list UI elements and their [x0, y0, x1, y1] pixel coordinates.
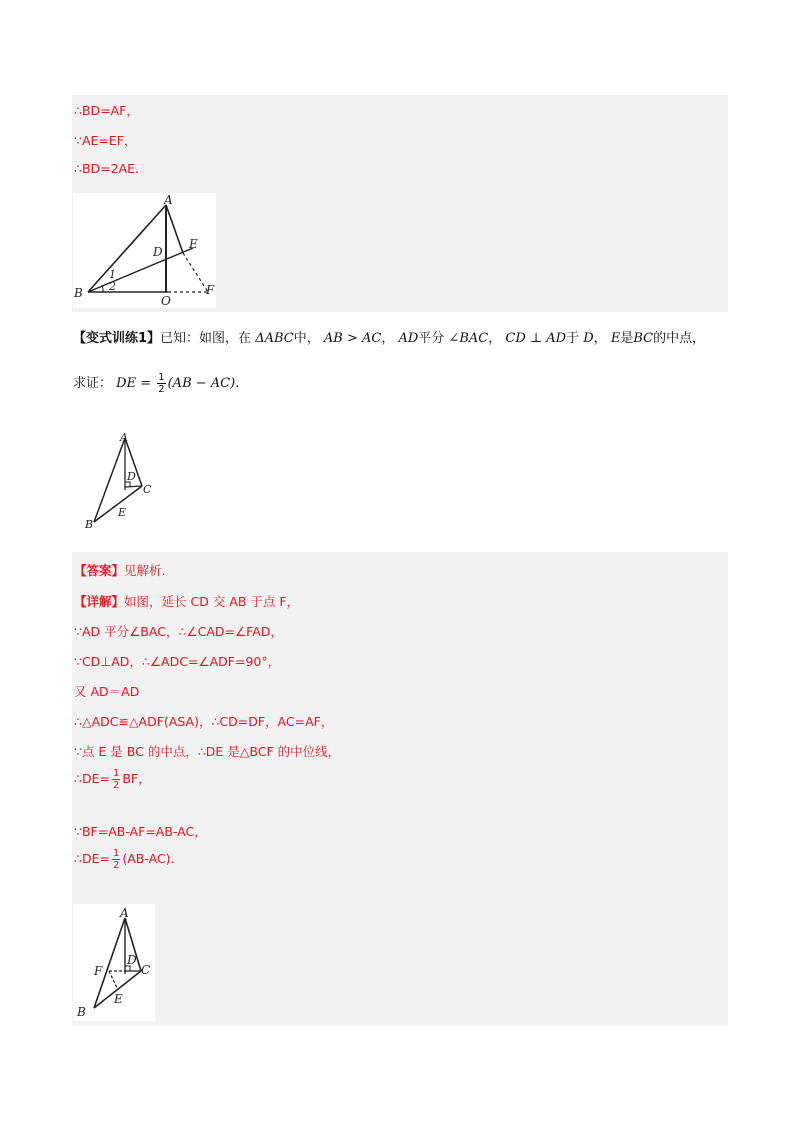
fig2-label-a: A: [120, 431, 128, 444]
solution-fraction-2: $\frac{1}{2}$: [112, 848, 120, 871]
prove-fraction: $\frac{1}{2}$: [158, 372, 165, 395]
fig1-label-e: E: [189, 237, 198, 251]
fig3-label-f: F: [94, 964, 103, 978]
fig2-label-e: E: [118, 506, 127, 519]
solution-line-5: ∵点 E 是 BC 的中点，∴DE 是△BCF 的中位线，: [74, 744, 341, 759]
fig3-label-a: A: [120, 906, 129, 920]
fig1-label-f: F: [206, 283, 215, 297]
fig2-label-d: D: [127, 470, 136, 483]
solution-line-4: ∴△ADC≌△ADF(ASA)，∴CD=DF，AC=AF，: [74, 714, 334, 729]
solution-line-8: ∴DE= $\frac{1}{2}$ (AB-AC).: [74, 848, 175, 871]
solution-line-7: ∵BF=AB-AF=AB-AC，: [74, 824, 207, 839]
answer-tag: 【答案】: [74, 563, 125, 578]
fig3-label-b: B: [77, 1005, 86, 1019]
fig2-label-c: C: [143, 483, 152, 496]
solution-intro: 【详解】如图，延长 CD 交 AB 于点 F，: [74, 594, 300, 609]
solution-line-3: 又 AD＝AD: [74, 684, 140, 699]
fig1-label-d: D: [153, 245, 163, 259]
fig1-label-b: B: [74, 286, 83, 300]
fig1-label-a: A: [164, 193, 173, 207]
figure-3-diagram: [73, 904, 155, 1021]
solution-tag: 【详解】: [74, 594, 125, 609]
fig1-label-2: 2: [109, 280, 116, 293]
figure-2-diagram: [80, 430, 160, 530]
fig1-label-1: 1: [109, 268, 116, 281]
fig3-label-c: C: [141, 963, 151, 977]
problem-tag: 【变式训练1】: [73, 331, 161, 346]
fig3-label-d: D: [127, 953, 137, 967]
fig3-label-e: E: [114, 992, 123, 1006]
proof-line-1: ∴BD=AF，: [74, 103, 139, 118]
fig1-label-o: O: [161, 294, 171, 308]
fig2-label-b: B: [85, 518, 94, 530]
solution-line-1: ∵AD 平分∠BAC，∴∠CAD=∠FAD，: [74, 624, 283, 639]
solution-line-6: ∴DE= $\frac{1}{2}$ BF，: [74, 768, 151, 791]
prove-statement: 求证： DE = $\frac{1}{2}$ (AB − AC).: [73, 372, 240, 395]
solution-fraction-1: $\frac{1}{2}$: [112, 768, 120, 791]
figure-1-diagram: [73, 193, 216, 308]
proof-line-3: ∴BD=2AE.: [74, 161, 140, 176]
proof-line-2: ∵AE=EF，: [74, 133, 137, 148]
answer-line: 【答案】见解析.: [74, 563, 166, 578]
solution-line-2: ∵CD⊥AD，∴∠ADC=∠ADF=90°，: [74, 654, 281, 669]
problem-statement: 【变式训练1】已知：如图，在 ΔABC中， AB > AC， AD平分 ∠BAC， CD ⊥ AD于 D， E是BC的中点，: [73, 331, 706, 346]
